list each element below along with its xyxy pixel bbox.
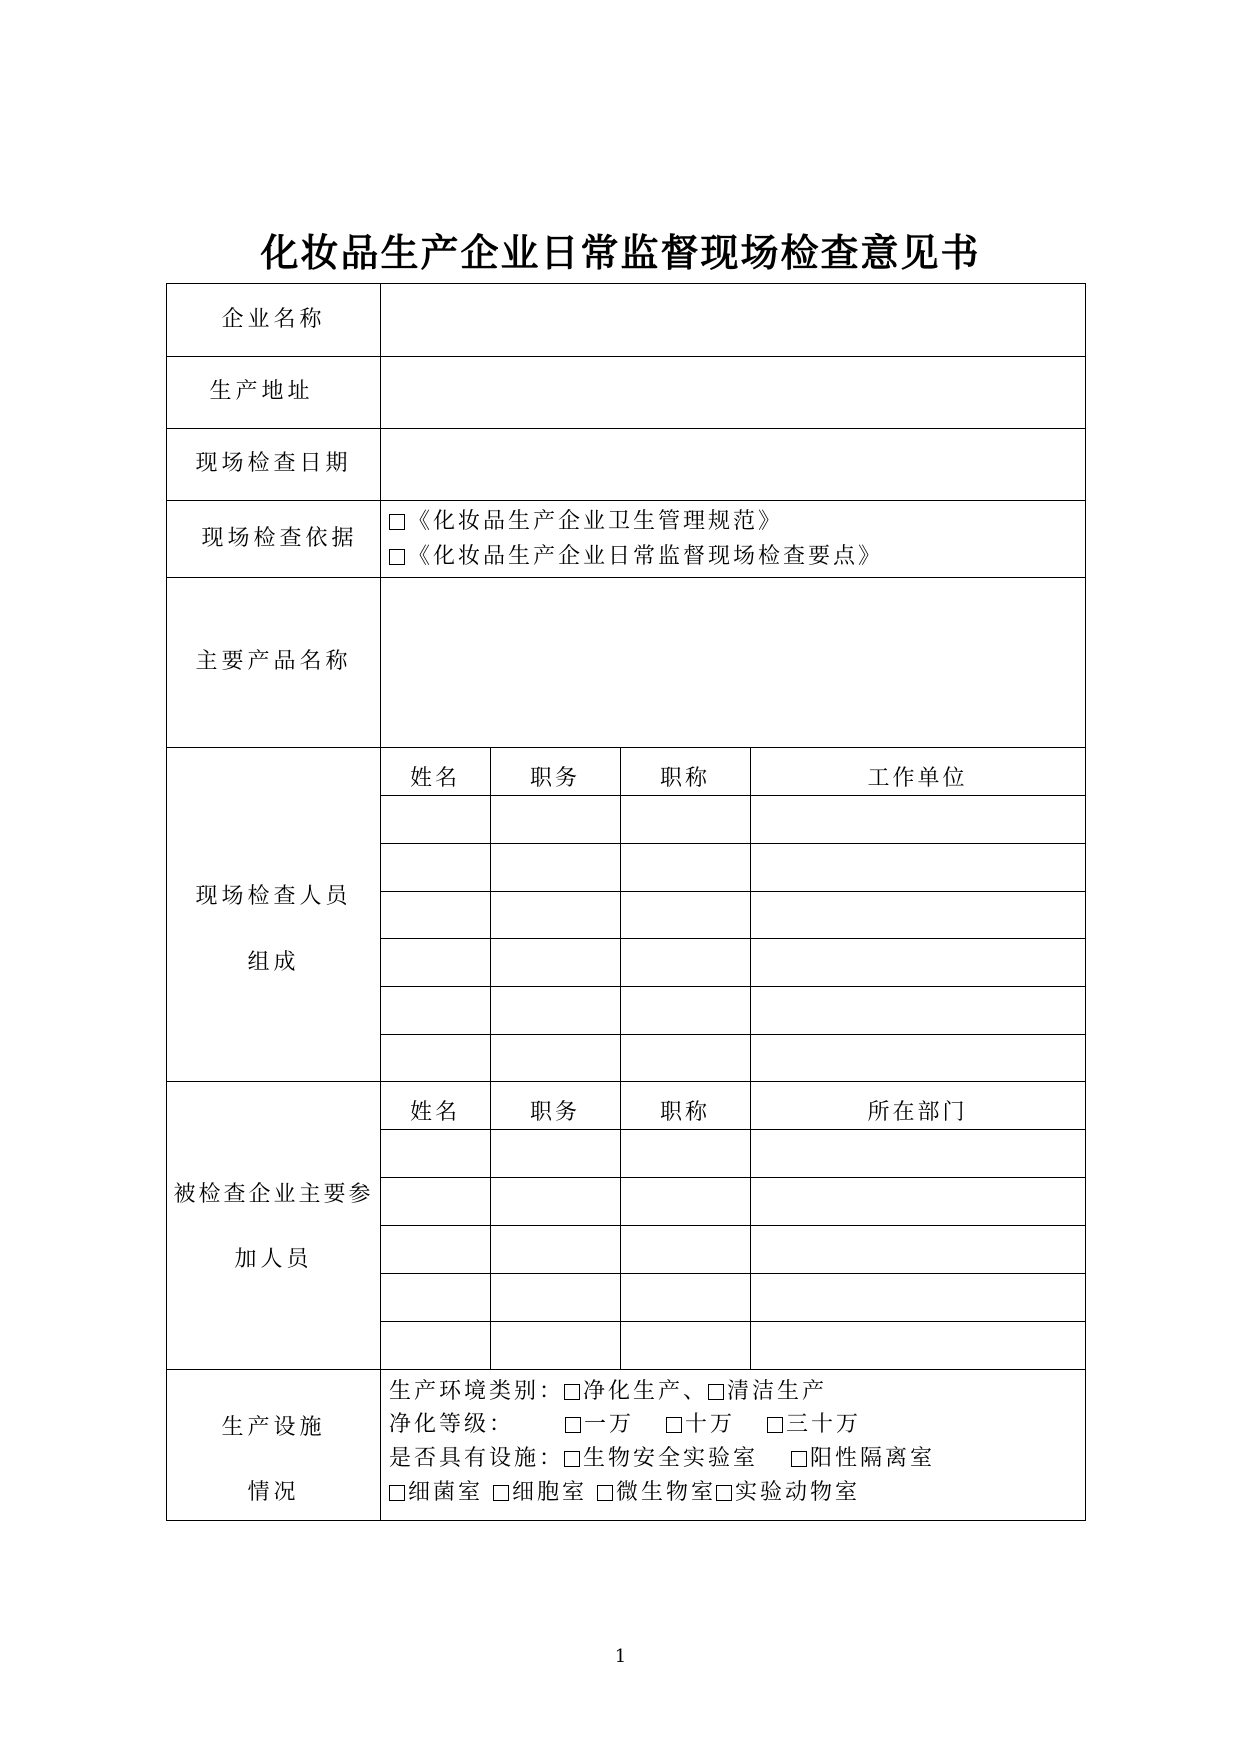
company-name-label: 企业名称 xyxy=(221,307,326,332)
grade-option-1[interactable]: 一万 xyxy=(565,1411,634,1439)
has-option-2[interactable]: 阳性隔离室 xyxy=(791,1445,935,1473)
participants-label-line1: 被检查企业主要参 xyxy=(173,1182,374,1207)
row-divider xyxy=(167,356,1085,357)
basis-option-2[interactable]: 《化妆品生产企业日常监督现场检查要点》 xyxy=(389,543,883,571)
label-column-divider xyxy=(380,284,381,1520)
participants-col-name: 姓名 xyxy=(409,1100,460,1125)
table-row xyxy=(380,1273,1085,1274)
table-row xyxy=(380,1034,1085,1035)
page-number: 1 xyxy=(614,1646,627,1667)
grade-label: 净化等级： xyxy=(389,1412,515,1437)
table-row xyxy=(380,843,1085,844)
inspectors-col-name: 姓名 xyxy=(409,766,460,791)
date-label: 现场检查日期 xyxy=(195,451,352,476)
checkbox-icon[interactable] xyxy=(389,549,405,565)
checkbox-icon[interactable] xyxy=(767,1417,783,1433)
checkbox-icon[interactable] xyxy=(564,1384,580,1400)
inspectors-label-line1: 现场检查人员 xyxy=(195,884,352,909)
checkbox-icon[interactable] xyxy=(716,1485,732,1501)
facilities-label-line1: 生产设施 xyxy=(221,1415,326,1440)
checkbox-icon[interactable] xyxy=(666,1417,682,1433)
products-label: 主要产品名称 xyxy=(195,649,352,674)
row-divider xyxy=(167,1081,1085,1082)
checkbox-icon[interactable] xyxy=(564,1451,580,1467)
table-row xyxy=(380,891,1085,892)
basis-option-1[interactable]: 《化妆品生产企业卫生管理规范》 xyxy=(389,508,783,536)
row-divider xyxy=(167,577,1085,578)
table-row xyxy=(380,938,1085,939)
env-category-line: 生产环境类别： 净化生产、 清洁生产 xyxy=(389,1379,828,1404)
room-options-line: 细菌室 细胞室 微生物室 实验动物室 xyxy=(389,1479,860,1507)
grade-option-2[interactable]: 十万 xyxy=(666,1411,735,1439)
row-divider xyxy=(167,747,1085,748)
table-row xyxy=(380,1129,1085,1130)
facilities-label-line2: 情况 xyxy=(247,1480,300,1505)
inspection-form xyxy=(166,283,1086,1521)
table-col-divider xyxy=(490,747,491,1081)
inspectors-col-position: 职务 xyxy=(529,766,580,791)
participants-label-line2: 加人员 xyxy=(234,1247,313,1272)
row-divider xyxy=(167,500,1085,501)
basis-label: 现场检查依据 xyxy=(201,526,358,551)
table-col-divider xyxy=(750,1081,751,1369)
row-divider xyxy=(167,428,1085,429)
checkbox-icon[interactable] xyxy=(389,514,405,530)
checkbox-icon[interactable] xyxy=(389,1485,405,1501)
grade-option-3[interactable]: 三十万 xyxy=(767,1411,861,1439)
table-col-divider xyxy=(490,1081,491,1369)
checkbox-icon[interactable] xyxy=(708,1384,724,1400)
table-row xyxy=(380,795,1085,796)
table-col-divider xyxy=(620,1081,621,1369)
checkbox-icon[interactable] xyxy=(493,1485,509,1501)
table-row xyxy=(380,1177,1085,1178)
checkbox-icon[interactable] xyxy=(565,1417,581,1433)
participants-col-position: 职务 xyxy=(529,1100,580,1125)
checkbox-icon[interactable] xyxy=(597,1485,613,1501)
table-row xyxy=(380,986,1085,987)
page-title: 化妆品生产企业日常监督现场检查意见书 xyxy=(260,231,981,275)
has-facilities-line: 是否具有设施： 生物安全实验室 xyxy=(389,1446,759,1471)
inspectors-label-line2: 组成 xyxy=(247,950,300,975)
table-col-divider xyxy=(620,747,621,1081)
row-divider xyxy=(167,1369,1085,1370)
inspectors-col-unit: 工作单位 xyxy=(867,766,968,791)
checkbox-icon[interactable] xyxy=(791,1451,807,1467)
table-row xyxy=(380,1321,1085,1322)
participants-col-title: 职称 xyxy=(659,1100,710,1125)
table-col-divider xyxy=(750,747,751,1081)
inspectors-col-title: 职称 xyxy=(659,766,710,791)
table-row xyxy=(380,1225,1085,1226)
address-label: 生产地址 xyxy=(209,379,314,404)
participants-col-dept: 所在部门 xyxy=(867,1100,968,1125)
